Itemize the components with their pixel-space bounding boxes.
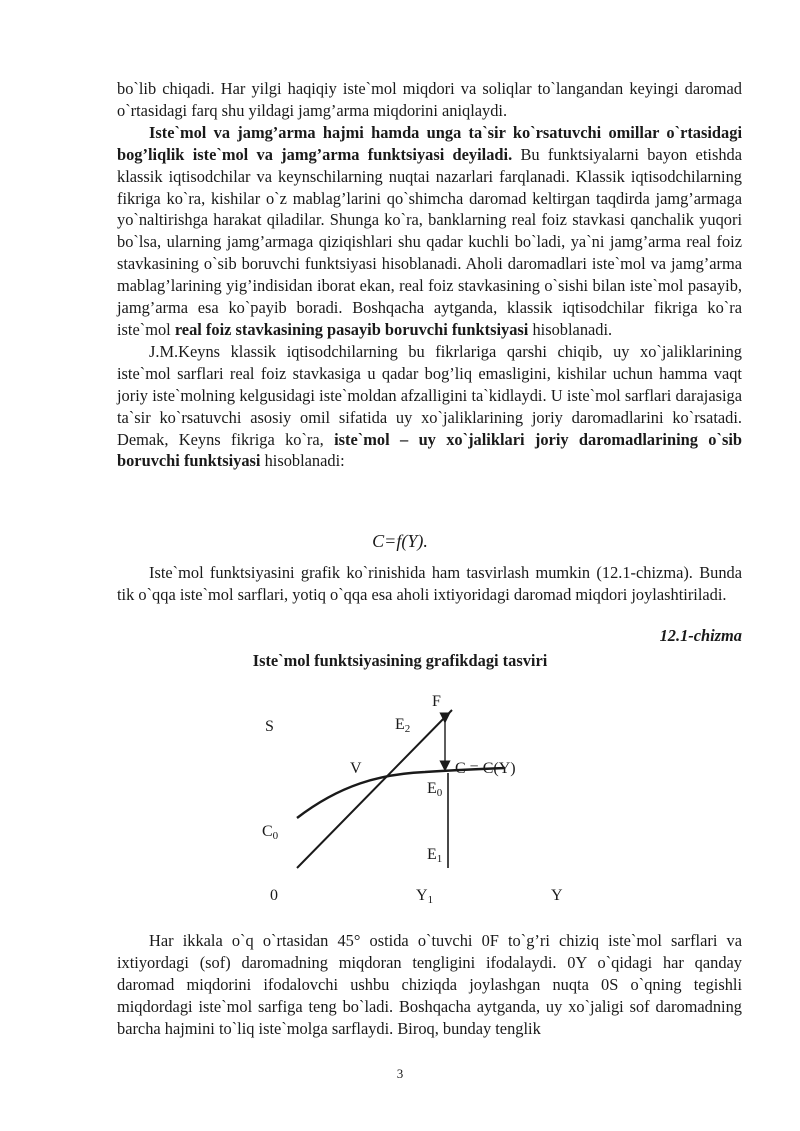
definition-bold: Iste`mol va jamg’arma hajmi hamda unga ta`sir ko`rsatuvchi omillar o`rtasidagi bog’liqlik iste`mol va jamg’arma funktsiyasi deyiladi.: [117, 122, 742, 164]
label-consumption-function: C = C(Y): [455, 760, 516, 777]
label-e1: E1: [427, 846, 443, 865]
paragraph-3: [117, 341, 742, 472]
consumption-formula: C=f(Y).: [372, 531, 428, 551]
label-e2: E2: [395, 716, 411, 735]
paragraph-2-end: hisoblanadi.: [528, 319, 613, 339]
paragraph-1: bo`lib chiqadi. Har yilgi haqiqiy iste`mol miqdori va soliqlar to`langandan keyingi daromad o`rtasidagi farq shu yildagi jamg’arma miqdorini aniqlaydi.: [117, 79, 742, 120]
paragraph-2-bold-phrase: real foiz stavkasining pasayib boruvchi funktsiyasi: [174, 319, 529, 339]
paragraph-3-text: J.M.Keyns klassik iqtisodchilarning bu fikrlariga qarshi chiqib, uy xo`jaliklarining iste`mol sarflari real foiz stavkasiga u qadar bog’liq emasligini, kishilar uchun hamma vaqt joriy iste`molning kelgusidagi iste`moldan afzalligini ta`kidlaydi. U iste`mol sarflari darajasiga ta`sir ko`rsatuvchi asosiy omil sifatida uy xo`jaliklarining joriy daromadlarini ko`rsatadi. Demak, Keyns fikriga ko`ra,: [117, 341, 742, 449]
label-e0: E0: [427, 780, 443, 799]
figure-title: Iste`mol funktsiyasining grafikdagi tasviri: [252, 651, 548, 670]
consumption-function-diagram: [0, 680, 800, 910]
label-y-axis: Y: [551, 887, 563, 904]
body-text-2: [117, 562, 742, 606]
label-s-axis: S: [265, 718, 274, 735]
page-number: 3: [396, 1066, 404, 1081]
figure-label: 12.1-chizma: [659, 626, 742, 645]
body-text-3: [117, 930, 742, 1040]
paragraph-3-bold-phrase: iste`mol – uy xo`jaliklari joriy daromadlarining o`sib boruvchi funktsiyasi: [117, 429, 743, 471]
paragraph-2-text: Bu funktsiyalarni bayon etishda klassik iqtisodchilar va keynschilarning nuqtai nazarlari farqlanadi. Klassik iqtisodchilarning fikriga ko`ra, kishilar o`z mablag’larini qo`shimcha daromad keltirgan taqdirda jamg’armaga yo`naltirishga harakat qiladilar. Shunga ko`ra, banklarning real foiz stavkasi qanchalik yuqori bo`lsa, ularning jamg’armaga qiziqishlari shu qadar kuchli bo`ladi, ya`ni jamg’arma real foiz stavkasining o`sib boruvchi funktsiyasi hisoblanadi. Aholi daromadlari iste`mol va jamg’arma mablag’larining yig’indisidan iborat ekan, real foiz stavkasining o`sishi bilan iste`mol pasayib, jamg’arma esa ko`payib boradi. Boshqacha aytganda, klassik iqtisodchilar fikriga ko`ra iste`mol: [117, 144, 742, 339]
paragraph-2: [117, 122, 742, 341]
body-text: [117, 78, 742, 472]
paragraph-3-end: hisoblanadi:: [260, 451, 345, 471]
label-f: F: [432, 693, 441, 710]
label-v: V: [350, 760, 362, 777]
label-c0: C0: [262, 823, 279, 842]
label-origin: 0: [270, 887, 278, 904]
label-y1: Y1: [416, 887, 434, 906]
paragraph-4: Iste`mol funktsiyasini grafik ko`rinishida ham tasvirlash mumkin (12.1-chizma). Bunda tik o`qqa iste`mol sarflari, yotiq o`qqa esa aholi ixtiyoridagi daromad miqdori joylashtiriladi.: [117, 563, 742, 604]
paragraph-5: Har ikkala o`q o`rtasidan 45° ostida o`tuvchi 0F to`g’ri chiziq iste`mol sarflari va ixtiyordagi (sof) daromadning miqdoran tengligini ifodalaydi. 0Y o`qidagi har qanday daromad miqdorini ifodalovchi ushbu chiziqda joylashgan nuqta 0S o`qning tegishli miqdordagi iste`mol sarfiga teng bo`ladi. Boshqacha aytganda, uy xo`jaligi sof daromadning barcha hajmini to`liq iste`molga sarflaydi. Biroq, bunday tenglik: [117, 931, 742, 1038]
